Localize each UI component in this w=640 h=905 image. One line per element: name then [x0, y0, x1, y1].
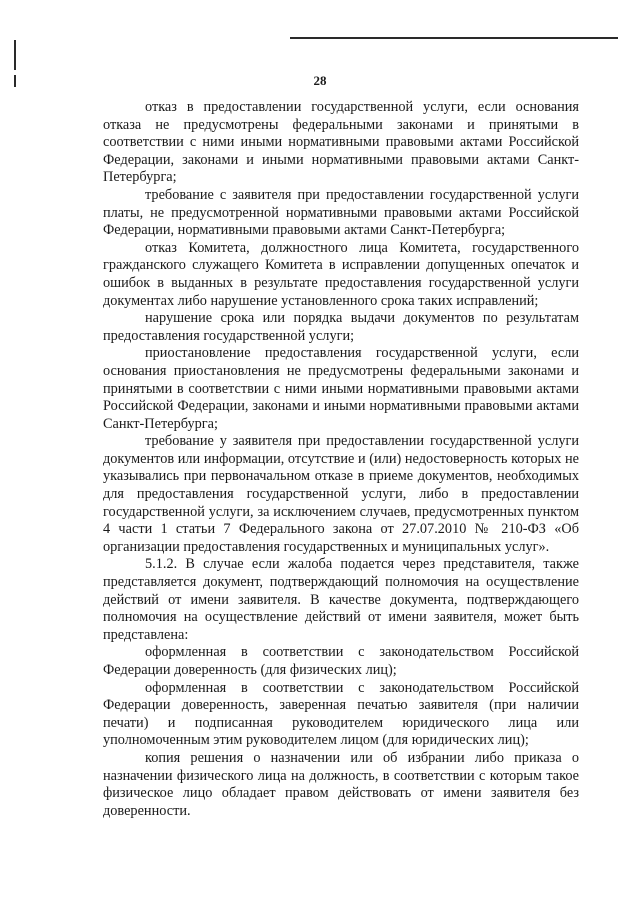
paragraph: нарушение срока или порядка выдачи документов по результатам предоставления государственной услуги;: [103, 310, 579, 344]
document-body: [103, 99, 579, 820]
paragraph: копия решения о назначении или об избрании либо приказа о назначении физического лица на должность, в соответствии с которым такое физическое лицо обладает правом действовать от имени заявителя без доверенности.: [103, 749, 579, 819]
paragraph: оформленная в соответствии с законодательством Российской Федерации доверенность (для физических лиц);: [103, 644, 579, 678]
paragraph: оформленная в соответствии с законодательством Российской Федерации доверенность, заверенная печатью заявителя (при наличии печати) и подписанная руководителем юридического лица или уполномоченным этим руководителем лицом (для юридических лиц);: [103, 679, 579, 749]
scan-edge-mark-left: [14, 40, 16, 70]
paragraph: отказ Комитета, должностного лица Комитета, государственного гражданского служащего Комитета в исправлении допущенных опечаток и ошибок в выданных в результате предоставления государственной услуги документах либо нарушение установленного срока таких исправлений;: [103, 239, 579, 309]
paragraph: требование у заявителя при предоставлении государственной услуги документов или информации, отсутствие и (или) недостоверность которых не указывались при первоначальном отказе в приеме документов, необходимых для предоставления государственной услуги, либо в предоставлении государственной услуги, за исключением случаев, предусмотренных пунктом 4 части 1 статьи 7 Федерального закона от 27.07.2010 № 210-ФЗ «Об организации предоставления государственных и муниципальных услуг».: [103, 433, 579, 555]
paragraph: требование с заявителя при предоставлении государственной услуги платы, не предусмотренной нормативными правовыми актами Российской Федерации, нормативными правовыми актами Санкт-Петербурга;: [103, 186, 579, 239]
paragraph: отказ в предоставлении государственной услуги, если основания отказа не предусмотрены федеральными законами и принятыми в соответствии с ними иными нормативными правовыми актами Российской Федерации, законами и иными нормативными правовыми актами Санкт-Петербурга;: [103, 99, 579, 186]
paragraph: 5.1.2. В случае если жалоба подается через представителя, также представляется документ, подтверждающий полномочия на осуществление действий от имени заявителя. В качестве документа, подтверждающего полномочия на осуществление действий от имени заявителя, может быть представлена:: [103, 556, 579, 643]
page-number: 28: [313, 73, 327, 88]
scan-edge-line-top: [290, 37, 618, 39]
paragraph: приостановление предоставления государственной услуги, если основания приостановления не предусмотрены федеральными законами и принятыми в соответствии с ними иными нормативными правовыми актами Российской Федерации, законами и иными нормативными правовыми актами Санкт-Петербурга;: [103, 345, 579, 432]
